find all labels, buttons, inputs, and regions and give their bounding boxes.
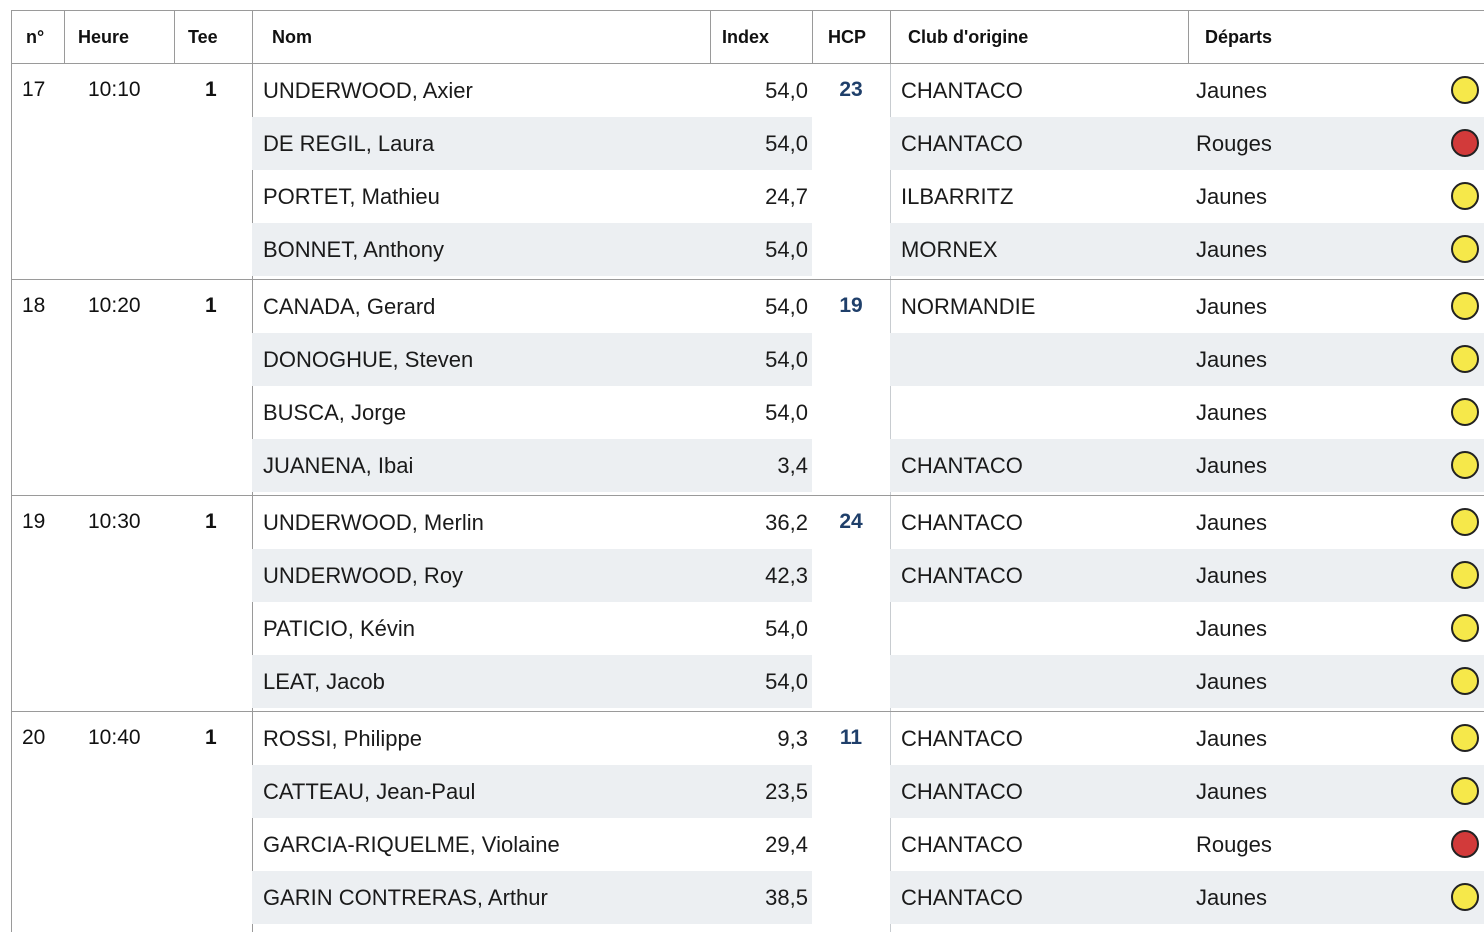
player-index: 3,4 [777, 453, 808, 478]
header-club[interactable]: Club d'origine [908, 27, 1029, 47]
player-departure: Jaunes [1196, 510, 1267, 535]
player-name[interactable]: CATTEAU, Jean-Paul [263, 779, 476, 804]
player-departure: Jaunes [1196, 294, 1267, 319]
player-club: CHANTACO [901, 779, 1023, 804]
player-index: 36,2 [765, 510, 808, 535]
player-index: 54,0 [765, 294, 808, 319]
player-row[interactable] [252, 549, 1484, 602]
header-index[interactable]: Index [722, 27, 770, 47]
header-name[interactable]: Nom [272, 27, 312, 47]
tee-time: 10:40 [88, 726, 141, 749]
player-club: CHANTACO [901, 78, 1023, 103]
player-name[interactable]: PATICIO, Kévin [263, 616, 416, 641]
row-shade [890, 333, 1484, 386]
player-index: 24,7 [765, 184, 808, 209]
red-tee-marker-icon [1451, 830, 1479, 858]
header-num[interactable]: n° [26, 27, 45, 47]
player-index: 23,5 [765, 779, 808, 804]
red-tee-marker-icon [1451, 129, 1479, 157]
player-row[interactable] [252, 765, 1484, 818]
player-index: 54,0 [765, 616, 808, 641]
player-club: NORMANDIE [901, 294, 1036, 319]
table-header [11, 10, 1484, 64]
player-departure: Jaunes [1196, 184, 1267, 209]
player-club: CHANTACO [901, 131, 1023, 156]
player-name[interactable]: CANADA, Gerard [263, 294, 436, 319]
tee-number: 1 [205, 510, 217, 533]
player-name[interactable]: GARCIA-RIQUELME, Violaine [263, 832, 560, 857]
player-index: 54,0 [765, 78, 808, 103]
group-number: 19 [22, 510, 46, 533]
group-hcp: 23 [839, 78, 863, 101]
tee-time-group [11, 280, 1484, 496]
tee-time-group [11, 64, 1484, 280]
group-hcp: 24 [839, 510, 863, 533]
player-departure: Jaunes [1196, 885, 1267, 910]
player-departure: Rouges [1196, 131, 1272, 156]
player-index: 54,0 [765, 400, 808, 425]
group-number: 20 [22, 726, 46, 749]
player-name[interactable]: UNDERWOOD, Axier [263, 78, 473, 103]
player-row[interactable] [252, 333, 1484, 386]
header-divider [890, 11, 891, 63]
yellow-tee-marker-icon [1451, 76, 1479, 104]
player-row[interactable] [252, 439, 1484, 492]
header-divider [812, 11, 813, 63]
player-name[interactable]: DE REGIL, Laura [263, 131, 435, 156]
player-club: CHANTACO [901, 885, 1023, 910]
player-departure: Jaunes [1196, 453, 1267, 478]
yellow-tee-marker-icon [1451, 182, 1479, 210]
player-row[interactable] [252, 818, 1484, 871]
tee-number: 1 [205, 78, 217, 101]
player-index: 54,0 [765, 669, 808, 694]
tee-time-group [11, 496, 1484, 712]
header-divider [710, 11, 711, 63]
player-club: CHANTACO [901, 563, 1023, 588]
yellow-tee-marker-icon [1451, 235, 1479, 263]
player-row[interactable] [252, 602, 1484, 655]
yellow-tee-marker-icon [1451, 724, 1479, 752]
yellow-tee-marker-icon [1451, 614, 1479, 642]
yellow-tee-marker-icon [1451, 561, 1479, 589]
player-index: 54,0 [765, 347, 808, 372]
player-club: CHANTACO [901, 510, 1023, 535]
player-index: 42,3 [765, 563, 808, 588]
header-divider [252, 11, 253, 63]
tee-time: 10:20 [88, 294, 141, 317]
header-divider [174, 11, 175, 63]
player-departure: Jaunes [1196, 563, 1267, 588]
yellow-tee-marker-icon [1451, 508, 1479, 536]
header-tee[interactable]: Tee [188, 27, 218, 47]
player-name[interactable]: GARIN CONTRERAS, Arthur [263, 885, 548, 910]
header-divider [64, 11, 65, 63]
player-departure: Jaunes [1196, 78, 1267, 103]
group-number: 17 [22, 78, 46, 101]
tee-time-table [11, 10, 1484, 932]
player-club: CHANTACO [901, 453, 1023, 478]
group-hcp: 11 [839, 726, 863, 749]
header-departs[interactable]: Départs [1205, 27, 1273, 47]
row-shade [890, 655, 1484, 708]
player-row[interactable] [252, 223, 1484, 276]
tee-time-groups [11, 64, 1484, 932]
player-departure: Jaunes [1196, 726, 1267, 751]
player-club: MORNEX [901, 237, 998, 262]
tee-time: 10:30 [88, 510, 141, 533]
player-club: CHANTACO [901, 726, 1023, 751]
player-name[interactable]: BONNET, Anthony [263, 237, 444, 262]
player-name[interactable]: ROSSI, Philippe [263, 726, 422, 751]
player-name[interactable]: UNDERWOOD, Roy [263, 563, 464, 588]
player-index: 54,0 [765, 237, 808, 262]
player-name[interactable]: PORTET, Mathieu [263, 184, 440, 209]
player-row[interactable] [252, 117, 1484, 170]
player-departure: Jaunes [1196, 669, 1267, 694]
yellow-tee-marker-icon [1451, 777, 1479, 805]
header-time[interactable]: Heure [78, 27, 130, 47]
player-name[interactable]: DONOGHUE, Steven [263, 347, 474, 372]
yellow-tee-marker-icon [1451, 667, 1479, 695]
group-number: 18 [22, 294, 46, 317]
tee-number: 1 [205, 294, 217, 317]
player-name[interactable]: BUSCA, Jorge [263, 400, 407, 425]
player-name[interactable]: LEAT, Jacob [263, 669, 385, 694]
player-departure: Rouges [1196, 832, 1272, 857]
player-index: 29,4 [765, 832, 808, 857]
player-club: ILBARRITZ [901, 184, 1014, 209]
player-name[interactable]: UNDERWOOD, Merlin [263, 510, 484, 535]
yellow-tee-marker-icon [1451, 292, 1479, 320]
player-departure: Jaunes [1196, 779, 1267, 804]
player-index: 9,3 [777, 726, 808, 751]
player-departure: Jaunes [1196, 400, 1267, 425]
yellow-tee-marker-icon [1451, 883, 1479, 911]
player-departure: Jaunes [1196, 237, 1267, 262]
tee-time-group [11, 712, 1484, 932]
player-index: 38,5 [765, 885, 808, 910]
tee-time: 10:10 [88, 78, 141, 101]
tee-number: 1 [205, 726, 217, 749]
player-row[interactable] [252, 170, 1484, 223]
player-row[interactable] [252, 655, 1484, 708]
header-divider [1188, 11, 1189, 63]
player-name[interactable]: JUANENA, Ibai [263, 453, 414, 478]
group-hcp: 19 [839, 294, 863, 317]
player-row[interactable] [252, 386, 1484, 439]
player-departure: Jaunes [1196, 616, 1267, 641]
yellow-tee-marker-icon [1451, 398, 1479, 426]
yellow-tee-marker-icon [1451, 451, 1479, 479]
player-row[interactable] [252, 871, 1484, 924]
player-index: 54,0 [765, 131, 808, 156]
header-hcp[interactable]: HCP [828, 27, 867, 47]
yellow-tee-marker-icon [1451, 345, 1479, 373]
player-club: CHANTACO [901, 832, 1023, 857]
player-departure: Jaunes [1196, 347, 1267, 372]
